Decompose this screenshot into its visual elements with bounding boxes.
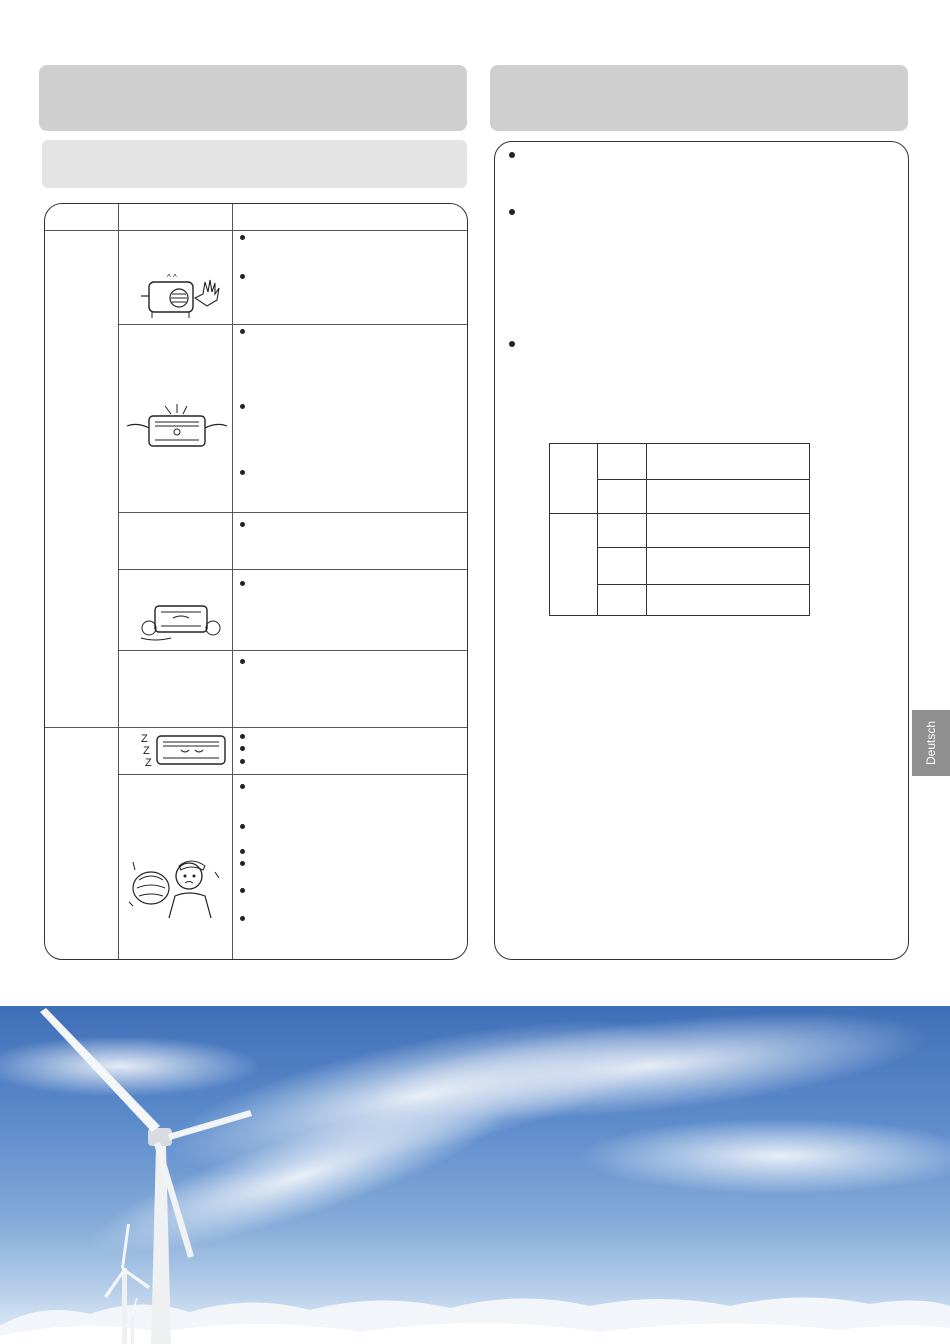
bullet xyxy=(240,274,245,279)
table-row-divider xyxy=(118,774,467,775)
wind-turbine-scene xyxy=(0,1006,950,1344)
troubleshooting-table xyxy=(44,203,468,960)
svg-text:Z: Z xyxy=(141,733,148,745)
sleeping-unit-illustration xyxy=(141,730,227,770)
svg-text:Z: Z xyxy=(145,757,152,769)
unit-waving-illustration xyxy=(137,272,223,322)
unit-surprised-illustration xyxy=(125,404,229,454)
bullet xyxy=(509,152,515,158)
bullet xyxy=(509,341,515,347)
bullet xyxy=(240,888,245,893)
bullet xyxy=(240,734,245,739)
table-column-divider xyxy=(232,204,233,959)
bullet xyxy=(240,824,245,829)
svg-text:^ ^: ^ ^ xyxy=(167,273,177,282)
table-row-divider xyxy=(118,512,467,513)
bullet xyxy=(240,759,245,764)
table-row-divider xyxy=(118,569,467,570)
wind-turbine-photo xyxy=(0,1006,950,1344)
table-header-divider xyxy=(45,230,467,231)
bullet xyxy=(240,235,245,240)
specification-table xyxy=(549,443,810,616)
bullet xyxy=(509,209,515,215)
bullet xyxy=(240,470,245,475)
spec-column-divider xyxy=(646,444,647,615)
unit-sweating-illustration xyxy=(135,598,227,642)
spec-row-divider xyxy=(597,547,809,548)
bullet xyxy=(240,746,245,751)
table-row-divider xyxy=(118,650,467,651)
svg-text:Z: Z xyxy=(143,745,150,757)
spec-group-divider xyxy=(550,513,809,514)
right-section-header xyxy=(490,65,908,131)
language-tab[interactable] xyxy=(912,710,950,776)
bullet xyxy=(240,916,245,921)
bullet xyxy=(240,861,245,866)
bullet xyxy=(240,522,245,527)
bullet xyxy=(240,581,245,586)
table-column-divider xyxy=(118,204,119,959)
table-group-divider xyxy=(45,727,467,728)
left-section-header xyxy=(39,65,467,131)
spec-row-divider xyxy=(597,584,809,585)
bullet xyxy=(240,659,245,664)
spec-row-divider xyxy=(597,479,809,480)
bullet xyxy=(240,849,245,854)
bullet xyxy=(240,329,245,334)
table-row-divider xyxy=(118,324,467,325)
language-tab-label: Deutsch xyxy=(924,720,938,766)
spec-column-divider xyxy=(597,444,598,615)
left-subsection-header xyxy=(42,140,467,188)
bullet xyxy=(240,784,245,789)
hot-person-illustration xyxy=(125,852,225,920)
bullet xyxy=(240,404,245,409)
